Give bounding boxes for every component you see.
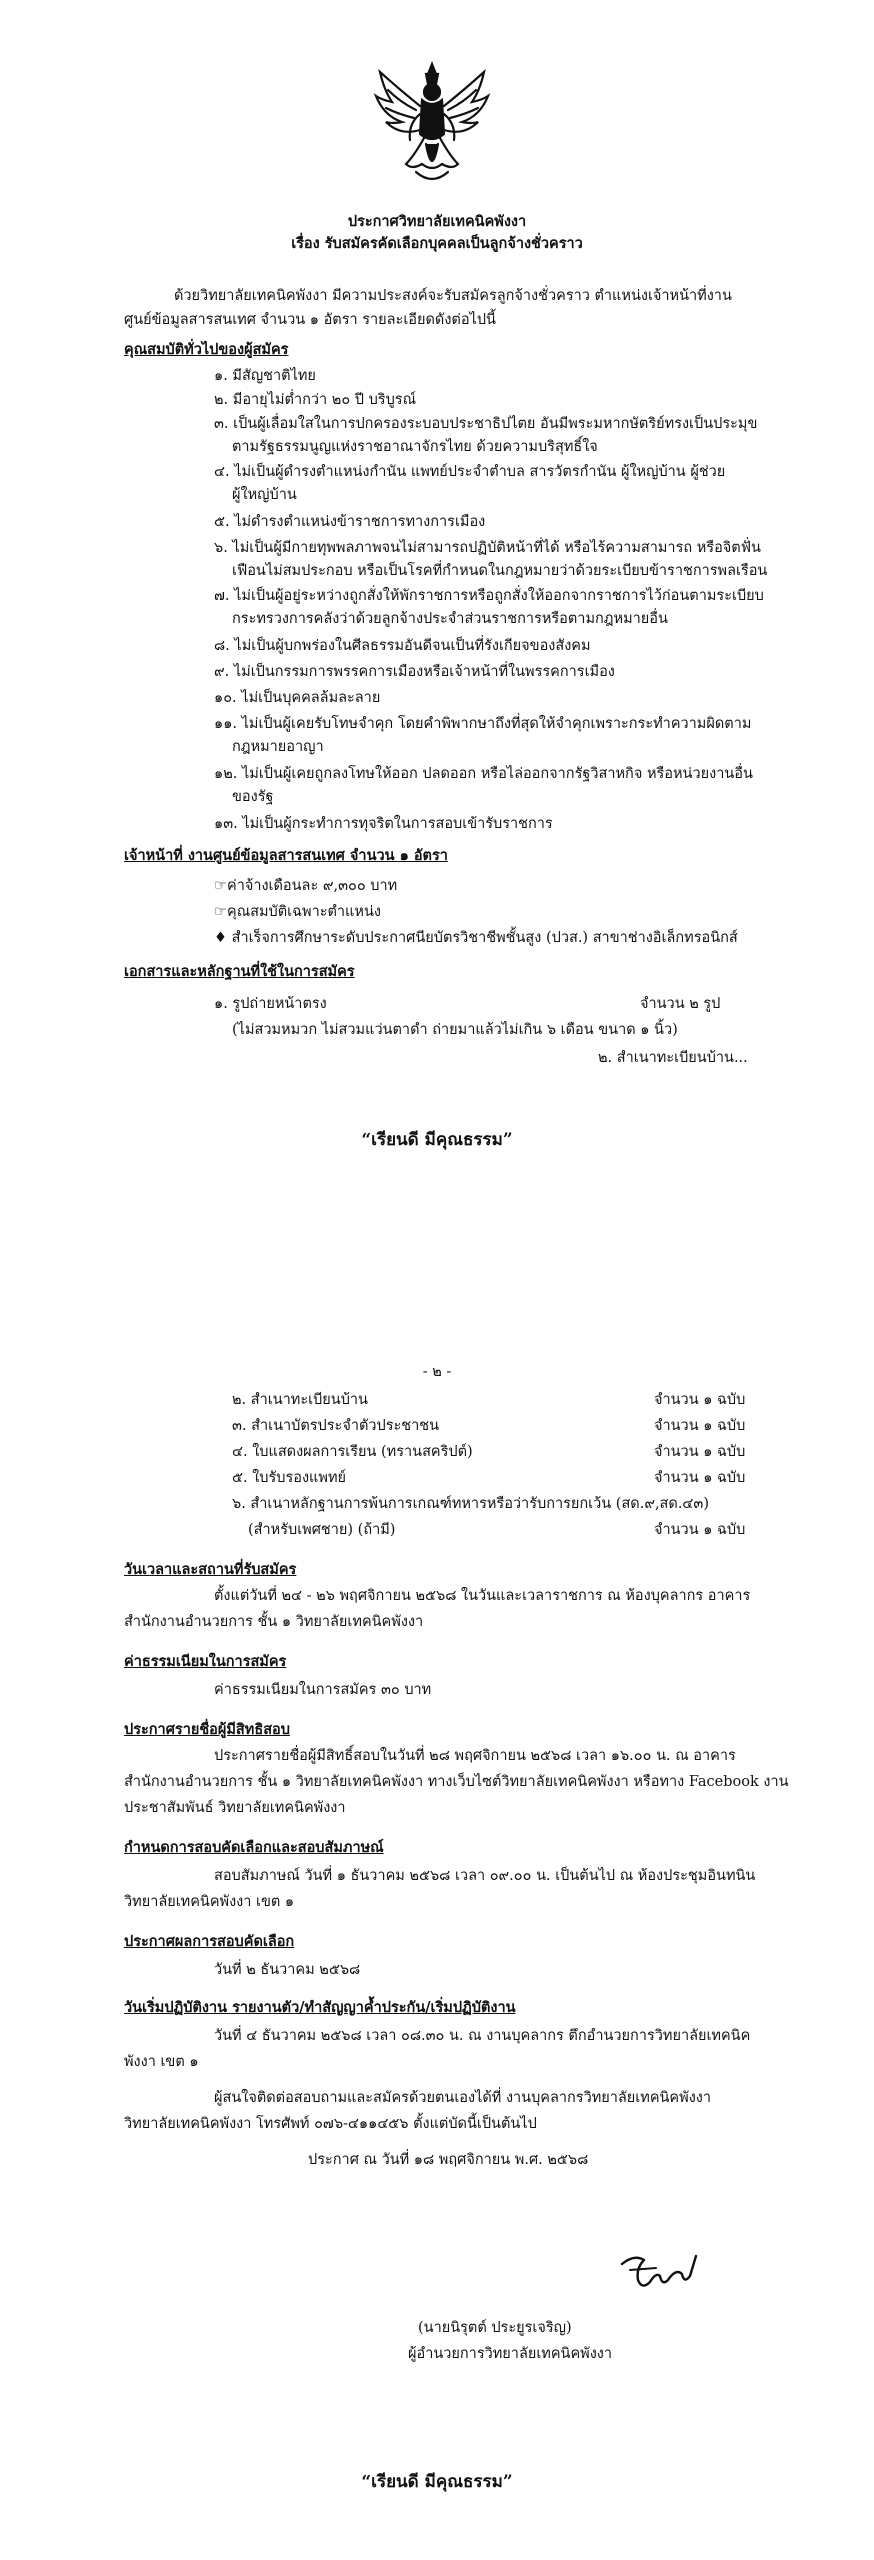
garuda-emblem xyxy=(372,60,492,188)
document-note: (สำหรับเพศชาย) (ถ้ามี) xyxy=(248,1522,396,1538)
signer-title: ผู้อำนวยการวิทยาลัยเทคนิคพังงา xyxy=(408,2346,613,2362)
signer-name: (นายนิรุตต์ ประยูรเจริญ) xyxy=(418,2320,572,2336)
qualification-line: ๑. มีสัญชาติไทย xyxy=(214,368,316,384)
qualification-line: กฎหมายอาญา xyxy=(232,739,324,755)
eligible-heading: ประกาศรายชื่อผู้มีสิทธิสอบ xyxy=(124,1721,290,1738)
document-quantity: จำนวน ๑ ฉบับ xyxy=(654,1522,746,1538)
start-heading: วันเริ่มปฏิบัติงาน รายงานตัว/ทำสัญญาค้ำประกัน/เริ่มปฏิบัติงาน xyxy=(124,1999,516,2016)
qualification-line: ๑๒. ไม่เป็นผู้เคยถูกลงโทษให้ออก ปลดออก หรือไล่ออกจากรัฐวิสาหกิจ หรือหน่วยงานอื่น xyxy=(214,766,753,782)
document-quantity: จำนวน ๑ ฉบับ xyxy=(654,1392,746,1408)
salary-item xyxy=(214,876,397,896)
start-line-2: พังงา เขต ๑ xyxy=(124,2054,199,2070)
qualification-line: ๒. มีอายุไม่ต่ำกว่า ๒๐ ปี บริบูรณ์ xyxy=(214,392,417,408)
qualification-line: ตามรัฐธรรมนูญแห่งราชอาณาจักรไทย ด้วยความบริสุทธิ์ใจ xyxy=(232,439,598,455)
apply-line-1: ตั้งแต่วันที่ ๒๔ - ๒๖ พฤศจิกายน ๒๕๖๘ ในวันและเวลาราชการ ณ ห้องบุคลากร อาคาร xyxy=(214,1588,751,1604)
eligible-line-1: ประกาศรายชื่อผู้มีสิทธิ์สอบในวันที่ ๒๘ พฤศจิกายน ๒๕๖๘ เวลา ๑๖.๐๐ น. ณ อาคาร xyxy=(214,1748,736,1764)
document-item: ๒. สำเนาทะเบียนบ้าน xyxy=(232,1392,368,1408)
qualification-line: ของรัฐ xyxy=(232,789,274,805)
announcement-title: ประกาศวิทยาลัยเทคนิคพังงา xyxy=(347,213,527,230)
result-heading: ประกาศผลการสอบคัดเลือก xyxy=(124,1933,295,1950)
apply-heading: วันเวลาและสถานที่รับสมัคร xyxy=(124,1561,297,1578)
schedule-heading: กำหนดการสอบคัดเลือกและสอบสัมภาษณ์ xyxy=(124,1839,384,1856)
pointing-hand-icon: ☞ xyxy=(214,904,227,920)
announcement-date: ประกาศ ณ วันที่ ๑๘ พฤศจิกายน พ.ศ. ๒๕๖๘ xyxy=(308,2152,589,2168)
schedule-line-2: วิทยาลัยเทคนิคพังงา เขต ๑ xyxy=(124,1894,295,1910)
continued-text: ๒. สำเนาทะเบียนบ้าน... xyxy=(598,1050,748,1066)
position-heading: เจ้าหน้าที่ งานศูนย์ข้อมูลสารสนเทศ จำนวน ๑ อัตรา xyxy=(124,847,448,864)
document-item: ๖. สำเนาหลักฐานการพ้นการเกณฑ์ทหารหรือว่ารับการยกเว้น (สด.๙,สด.๔๓) xyxy=(232,1496,709,1512)
motto-footer: “เรียนดี มีคุณธรรม” xyxy=(361,2472,513,2492)
qualification-line: เฟือนไม่สมประกอบ หรือเป็นโรคที่กำหนดในกฎหมายว่าด้วยระเบียบข้าราชการพลเรือน xyxy=(232,563,768,579)
eligible-line-2: สำนักงานอำนวยการ ชั้น ๑ วิทยาลัยเทคนิคพังงา ทางเว็บไซต์วิทยาลัยเทคนิคพังงา หรือทาง Facebook งาน xyxy=(124,1774,789,1790)
intro-line-2: ศูนย์ข้อมูลสารสนเทศ จำนวน ๑ อัตรา รายละเอียดดังต่อไปนี้ xyxy=(124,312,496,328)
photo-quantity: จำนวน ๒ รูป xyxy=(640,996,721,1012)
photo-item: ๑. รูปถ่ายหน้าตรง xyxy=(214,996,327,1012)
specific-qualification-text: คุณสมบัติเฉพาะตำแหน่ง xyxy=(227,904,381,920)
document-item: ๕. ใบรับรองแพทย์ xyxy=(232,1470,347,1486)
qualification-line: ๓. เป็นผู้เลื่อมใสในการปกครองระบอบประชาธิปไตย อันมีพระมหากษัตริย์ทรงเป็นประมุข xyxy=(214,416,758,432)
announcement-subject: เรื่อง รับสมัครคัดเลือกบุคคลเป็นลูกจ้างชั่วคราว xyxy=(291,235,583,252)
qualification-line: ๖. ไม่เป็นผู้มีกายทุพพลภาพจนไม่สามารถปฏิบัติหน้าที่ได้ หรือไร้ความสามารถ หรือจิตฟั่น xyxy=(214,540,761,556)
qualification-line: ๕. ไม่ดำรงตำแหน่งข้าราชการทางการเมือง xyxy=(214,514,486,530)
education-text: สำเร็จการศึกษาระดับประกาศนียบัตรวิชาชีพชั้นสูง (ปวส.) สาขาช่างอิเล็กทรอนิกส์ xyxy=(231,930,738,946)
qualification-line: ๑๐. ไม่เป็นบุคคลล้มละลาย xyxy=(214,690,381,706)
specific-qualification-item xyxy=(214,902,381,922)
diamond-bullet-icon: ♦ xyxy=(214,930,232,946)
schedule-line-1: สอบสัมภาษณ์ วันที่ ๑ ธันวาคม ๒๕๖๘ เวลา ๐๙.๐๐ น. เป็นต้นไป ณ ห้องประชุมอินทนิน xyxy=(214,1868,756,1884)
apply-line-2: สำนักงานอำนวยการ ชั้น ๑ วิทยาลัยเทคนิคพังงา xyxy=(124,1614,424,1630)
start-line-1: วันที่ ๔ ธันวาคม ๒๕๖๘ เวลา ๐๘.๓๐ น. ณ งานบุคลากร ตึกอำนวยการวิทยาลัยเทคนิค xyxy=(214,2028,751,2044)
intro-line-1: ด้วยวิทยาลัยเทคนิคพังงา มีความประสงค์จะรับสมัครลูกจ้างชั่วคราว ตำแหน่งเจ้าหน้าที่งาน xyxy=(174,288,732,304)
qualification-line: กระทรวงการคลังว่าด้วยลูกจ้างประจำส่วนราชการหรือตามกฎหมายอื่น xyxy=(232,611,668,627)
qualification-line: ๑๑. ไม่เป็นผู้เคยรับโทษจำคุก โดยคำพิพากษาถึงที่สุดให้จำคุกเพราะกระทำความผิดตาม xyxy=(214,716,752,732)
page-number: - ๒ - xyxy=(422,1364,452,1380)
document-quantity: จำนวน ๑ ฉบับ xyxy=(654,1418,746,1434)
photo-note: (ไม่สวมหมวก ไม่สวมแว่นตาดำ ถ่ายมาแล้วไม่เกิน ๖ เดือน ขนาด ๑ นิ้ว) xyxy=(232,1022,678,1038)
qualification-line: ผู้ใหญ่บ้าน xyxy=(232,487,297,503)
eligible-line-3: ประชาสัมพันธ์ วิทยาลัยเทคนิคพังงา xyxy=(124,1800,346,1816)
qualification-line: ๑๓. ไม่เป็นผู้กระทำการทุจริตในการสอบเข้ารับราชการ xyxy=(214,816,553,832)
fee-heading: ค่าธรรมเนียมในการสมัคร xyxy=(124,1653,287,1670)
document-item: ๔. ใบแสดงผลการเรียน (ทรานสคริปต์) xyxy=(232,1444,473,1460)
signature xyxy=(616,2250,700,2298)
qualification-line: ๘. ไม่เป็นผู้บกพร่องในศีลธรรมอันดีจนเป็นที่รังเกียจของสังคม xyxy=(214,638,591,654)
qualification-line: ๗. ไม่เป็นผู้อยู่ระหว่างถูกสั่งให้พักราชการหรือถูกสั่งให้ออกจากราชการไว้ก่อนตามระเบียบ xyxy=(214,588,764,604)
contact-line-2: วิทยาลัยเทคนิคพังงา โทรศัพท์ ๐๗๖-๔๑๑๔๕๖ ตั้งแต่บัดนี้เป็นต้นไป xyxy=(124,2116,537,2132)
qualifications-heading: คุณสมบัติทั่วไปของผู้สมัคร xyxy=(124,341,289,358)
salary-text: ค่าจ้างเดือนละ ๙,๓๐๐ บาท xyxy=(227,878,398,894)
result-line: วันที่ ๒ ธันวาคม ๒๕๖๘ xyxy=(214,1962,361,1978)
qualification-line: ๙. ไม่เป็นกรรมการพรรคการเมืองหรือเจ้าหน้าที่ในพรรคการเมือง xyxy=(214,664,615,680)
document-quantity: จำนวน ๑ ฉบับ xyxy=(654,1444,746,1460)
contact-line-1: ผู้สนใจติดต่อสอบถามและสมัครด้วยตนเองได้ที่ งานบุคลากรวิทยาลัยเทคนิคพังงา xyxy=(214,2090,711,2106)
document-item: ๓. สำเนาบัตรประจำตัวประชาชน xyxy=(232,1418,440,1434)
education-item xyxy=(214,928,738,948)
documents-heading: เอกสารและหลักฐานที่ใช้ในการสมัคร xyxy=(124,963,355,980)
fee-line: ค่าธรรมเนียมในการสมัคร ๓๐ บาท xyxy=(214,1682,432,1698)
motto: “เรียนดี มีคุณธรรม” xyxy=(361,1130,513,1150)
qualification-line: ๔. ไม่เป็นผู้ดำรงตำแหน่งกำนัน แพทย์ประจำตำบล สารวัตรกำนัน ผู้ใหญ่บ้าน ผู้ช่วย xyxy=(214,464,726,480)
document-quantity: จำนวน ๑ ฉบับ xyxy=(654,1470,746,1486)
pointing-hand-icon: ☞ xyxy=(214,878,227,894)
